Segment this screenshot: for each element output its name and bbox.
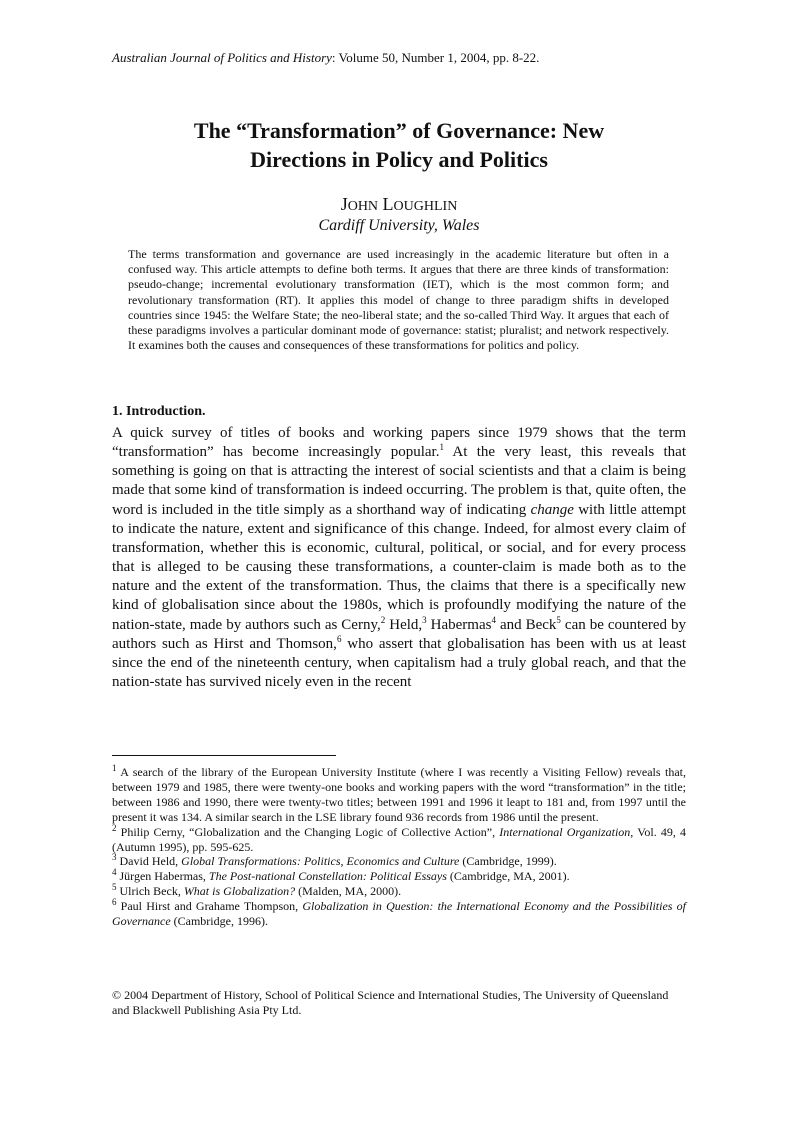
body-text-segment: A quick survey of titles of books and working papers since 1979 shows that the term “transformation” has become increasingly popular. [112, 425, 686, 461]
section-heading: 1. Introduction. [112, 404, 206, 419]
author-last-initial: L [382, 194, 394, 214]
footnote-number: 3 [112, 852, 117, 863]
running-head [112, 50, 686, 66]
body-text-segment: Held, [385, 616, 423, 633]
footnote-ref-6[interactable]: 6 [336, 633, 342, 644]
footnote-5 [112, 884, 686, 899]
footnote-text: Ulrich Beck, [116, 884, 184, 899]
footnote-3 [112, 854, 686, 869]
footnote-4 [112, 869, 686, 884]
footnote-1 [112, 765, 686, 825]
footnote-text: (Cambridge, 1999). [459, 854, 557, 869]
footnote-divider [112, 755, 336, 756]
footnote-text: (Cambridge, MA, 2001). [446, 869, 570, 884]
footnote-text: A search of the library of the European University Institute (where I was recently a Visiting Fellow) reveals that, between 1979 and 1985, there were twenty-one books and working papers with the word “transformation” in the title; between 1986 and 1990, there were twenty-two titles; between 1991 and 1996 it leapt to 181 and, from 1997 until the present it was 134. A similar search in the LSE library found 936 records from 1986 until the present. [112, 765, 686, 824]
footnote-text: Paul Hirst and Grahame Thompson, [116, 899, 303, 914]
footnote-ref-3[interactable]: 3 [422, 614, 427, 625]
body-paragraph [112, 424, 686, 692]
footnote-citation-title: Global Transformations: Politics, Economics and Culture [181, 854, 460, 869]
footnote-ref-2[interactable]: 2 [380, 614, 386, 625]
footnote-ref-4[interactable]: 4 [491, 614, 496, 625]
footnote-number: 6 [112, 897, 117, 908]
emphasis-change: change [530, 501, 574, 518]
issue-details: : Volume 50, Number 1, 2004, pp. 8-22. [331, 50, 540, 65]
footnote-citation-title: Globalization in Question: the International Economy and the Possibilities of Governance [112, 899, 686, 929]
footnote-number: 4 [112, 867, 117, 878]
footnote-citation-title: The Post-national Constellation: Political Essays [208, 869, 447, 884]
body-text-segment: At the very least, this reveals that something is going on that is attracting the interest of social scientists and that a claim is being made that some kind of transformation is indeed occurring. The problem is that, quite often, the word is included in the title simply as a shorthand way of indicating [112, 444, 687, 518]
footnote-text: David Held, [116, 854, 182, 869]
author-first-initial: J [340, 194, 348, 214]
article-title [112, 116, 686, 174]
footnote-number: 2 [112, 822, 117, 833]
footnote-text: (Malden, MA, 2000). [295, 884, 402, 899]
title-line-2: Directions in Policy and Politics [250, 147, 548, 172]
title-line-1: The “Transformation” of Governance: New [193, 118, 605, 143]
body-text-segment: and Beck [495, 616, 557, 633]
footnote-text: Jürgen Habermas, [116, 869, 209, 884]
footnote-text: Philip Cerny, “Globalization and the Changing Logic of Collective Action”, [116, 824, 500, 839]
copyright-notice: © 2004 Department of History, School of Political Science and International Studies, The University of Queensland and Blackwell Publishing Asia Pty Ltd. [112, 988, 669, 1017]
footnote-number: 1 [112, 763, 117, 773]
body-text-segment: Habermas [426, 616, 492, 633]
footnote-text: Vol. 49, 4 (Autumn 1995), pp. 595-625. [112, 824, 686, 854]
footnote-2 [112, 822, 686, 855]
journal-name: Australian Journal of Politics and History [112, 50, 332, 65]
author-last-rest: OUGHLIN [393, 199, 458, 214]
footnote-text: (Cambridge, 1996). [170, 914, 268, 929]
author-affiliation: Cardiff University, Wales [318, 217, 480, 234]
body-text-segment: with little attempt to indicate the nature, extent and significance of this change. Indeed, for almost every claim of transformation, whether this is economic, cultural, political, or social, and for every process that is alleged to be causing these transformations, a counter-claim is made both as to the nature and the extent of the transformation. Thus, the claims that there is a specifically new kind of globalisation since about the 1980s, which is profoundly modifying the nature of the nation-state, made by authors such as Cerny, [112, 501, 686, 633]
footnote-citation-title: What is Globalization? [183, 884, 296, 899]
footnote-number: 5 [112, 882, 117, 893]
footnote-ref-1[interactable]: 1 [439, 442, 444, 453]
abstract: The terms transformation and governance are used increasingly in the academic literature but often in a confused way. This article attempts to define both terms. It argues that there are three kinds of transformation: pseudo-change; incremental evolutionary transformation (IET), which is the most common form; and revolutionary transformation (RT). It applies this model of change to three paradigm shifts in developed countries since 1945: the Welfare State; the neo-liberal state; and the so-called Third Way. It argues that each of these paradigms involves a particular dominant mode of governance: statist; pluralist; and network respectively. It examines both the causes and consequences of these transformations for politics and policy. [128, 247, 669, 353]
footnote-6 [112, 899, 686, 929]
body-text-segment: can be countered by authors such as Hirst and Thomson, [112, 616, 686, 652]
author-name [112, 194, 686, 215]
footnote-ref-5[interactable]: 5 [556, 614, 561, 625]
author-first-rest: OHN [347, 199, 379, 214]
footnote-citation-title: International Organization, [499, 824, 634, 839]
body-text-segment: who assert that globalisation has been with us at least since the end of the nineteenth century, when capitalism had a truly global reach, and that the nation-state has survived nicely even in the recent [112, 635, 686, 691]
footnotes [112, 765, 686, 929]
